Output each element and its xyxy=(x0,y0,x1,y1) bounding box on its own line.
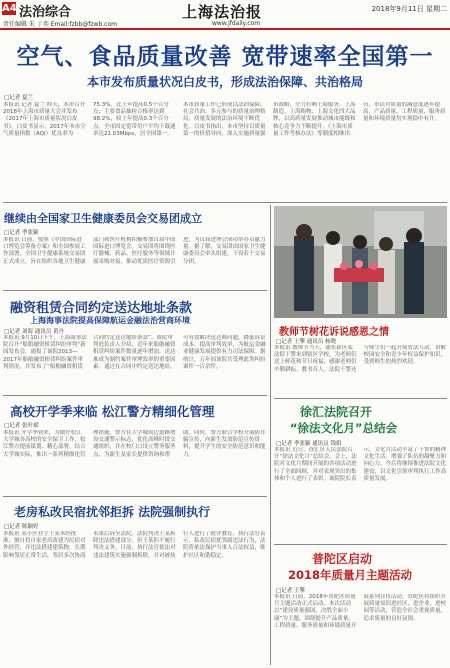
story-byline: □记者 季张颖 通讯员 钱娟 xyxy=(276,441,342,447)
story-subheadline: 上海海事法院提高保障航运金融法治营商环境 xyxy=(30,316,190,325)
story-byline: □记者 刘海 通讯员 黄丹 xyxy=(4,329,64,335)
divider xyxy=(3,395,267,396)
divider xyxy=(274,544,447,545)
lead-headline: 空气、食品质量改善 宽带速率全国第一 xyxy=(16,44,434,70)
photo-story-body: 本报讯 教师节当天，浦东新区某法院干警来到辖区学校，为老师们送上鲜花和节日祝福，感谢老师们辛勤耕耘、教书育人。法院干警还与师生们一起开展普法互动，讲解校园安全和青少年权益保护知识，受到师生的热烈欢迎。 xyxy=(274,345,447,373)
story-byline: □记者 季张颖 xyxy=(4,230,39,236)
lead-subheadline: 本市发布质量状况白皮书，形成法治保障、共治格局 xyxy=(86,75,363,89)
story-headline-line2: “徐法文化月”总结会 xyxy=(290,421,398,435)
story-byline: □记者 王擎 xyxy=(276,588,305,594)
story-headline: 普陀区启动 xyxy=(312,552,373,566)
issue-date: 2018年9月11日 星期二 xyxy=(371,5,447,13)
divider xyxy=(3,202,447,203)
lead-body: 本报讯 记者 夏兰 昨天，本市召开2018年上海市质量大会并发布《2017年上海市质量状况白皮书》。白皮书显示，2017年本市空气质量指数（AQI）优良率为75.3%，比上年提高0.5个百分点；主要食品抽检合格率达到98.2%，较上年提高0.3个百分点。全市固定宽带用户平均下载速率达21.03Mbps，居全国第一。本市质量工作已形成以法治保障、社会共治、多元参与的质量治理格局，质量发展的法治环境不断优化。白皮书指出，本市坚持以质量第一的价值导向，深入实施质量强市战略，全力打响上海服务、上海制造、上海购物、上海文化四大品牌，以高质量发展推动城市能级和核心竞争力不断提升。《上海市质量工作考核办法》等制度相继出台，市民对质量的满意度逐年提高，产品质量、工程质量、服务质量和环境质量均实现稳中有升。 xyxy=(3,102,446,137)
story-headline: 高校开学季来临 松江警方精细化管理 xyxy=(10,404,215,419)
page-number-badge: A4 xyxy=(2,3,17,14)
photo-teachers-day xyxy=(274,206,447,318)
masthead-url[interactable]: www.jfdaily.com xyxy=(212,20,261,27)
story-body: 本报讯 开学季到来，为做好松江大学城各高校的安全保卫工作，松江警方提前谋划、精心部署，结合大学城实际，推出一系列精细化管理措施。警方在大学城周边道路增设交通警示标志，优化高峰时段交通组织，并在校门口设立警务服务点，为新生及家长提供咨询和帮助。同时，警方联合学校开展防诈骗宣传，向新生发放防范宣传资料，提升学生的安全防范意识和能力。 xyxy=(3,430,266,458)
story-body: 本报讯 9月10日下午，上海海事法院召开“船舶融资租赁纠纷审判”新闻发布会，通报了该院2013—2017年船舶融资租赁纠纷案件审判情况，并发布了“船舶融资租赁合同约定送达地址条款”。该院审判庭负责人介绍，近年来船舶融资租赁纠纷案件数量逐年增加，送达难成为制约案件审理效率的重要因素。通过在合同中约定送达地址，可有效解决送达难问题，降低诉讼成本，提高审判效率，为航运金融业健康发展提供有力司法保障。据统计，五年间该院共受理此类纠纷案件一百余件。 xyxy=(3,335,266,370)
story-headline-line2: 2018年质量月主题活动 xyxy=(288,568,413,582)
divider xyxy=(274,398,447,399)
story-headline: 融资租赁合同约定送达地址条款 xyxy=(10,301,193,316)
lead-byline: □记者 夏兰 xyxy=(4,95,33,101)
photo-caption: 教师节树花诉说感恩之情 xyxy=(279,327,389,338)
photo-byline: □记者 王擎 通讯员 杨晓 xyxy=(276,339,336,345)
story-headline: 徐汇法院召开 xyxy=(300,405,373,419)
page-header xyxy=(0,0,450,30)
story-byline: □记者 陈颖婷 xyxy=(4,524,39,530)
newspaper-masthead: 上海法治报 xyxy=(182,3,263,21)
story-body: 本报讯 日前，按照《中国国际进口博览会筹备方案》和全国参展工作部署，全国卫生健康系统交易团正式成立，旨在组织各地卫生健康部门和医疗机构积极参加首届中国国际进口博览会。交易团将围绕医疗器械、药品、医疗服务等领域开展采购对接，推动优质医疗资源引进，为首届进博会成功举办贡献力量。据了解，交易团由国家卫生健康委员会牵头组建，下设若干交易分团。 xyxy=(3,237,266,265)
story-body: 本报讯 近日，徐汇区人民法院召开“徐法文化月”总结会。会上，法院对文化月期间开展的各项活动进行了全面回顾，并对表现突出的集体和个人进行了表彰。该院院长表示，文化月活动丰富了干警的精神文化生活，增强了队伍的凝聚力和向心力，今后将继续推进法院文化建设，以文化引领审判执行工作高质量发展。 xyxy=(274,447,447,482)
story-body: 本报讯 某小区业主王某未经批准，擅自将自家老房改建为民宿对外经营，并违法搭建建筑物，长期影响邻居正常生活，邻居多次协商未果后诉至法院。法院判决王某拆除违法搭建部分，但王某拒不履行判决义务。日前，执行法官依法对违法建筑实施强制拆除，并对被执行人进行了批评教育。执行法官表示，私改民宿扰邻属违法行为，法院将依法保护当事人合法权益，维护社区和谐稳定。 xyxy=(3,531,266,559)
divider xyxy=(3,290,267,291)
news-photo xyxy=(274,206,447,318)
story-headline: 继续由全国家卫生健康委员会交易团成立 xyxy=(4,212,202,225)
editor-line: 责任编辑 朱 丁奕 Email:fzbb@fzwb.com xyxy=(3,21,117,28)
story-headline: 老房私改民宿扰邻拒拆 法院强制执行 xyxy=(14,505,211,519)
section-title: 法治综合 xyxy=(19,5,72,20)
divider xyxy=(3,496,267,497)
story-byline: □记者 张叶斌 xyxy=(4,423,39,429)
story-body: 本报讯 日前，2018年普陀区质量月主题活动正式启动。本次活动以“建设质量强国，决胜全面小康”为主题，围绕提升产品质量、工程质量、服务质量和环境质量开展系列宣传活动。普陀区将组织开展质量知识进社区、进企业、进校园等活动，营造全社会重视质量、追求质量的良好氛围。 xyxy=(274,594,447,629)
column-divider xyxy=(270,205,271,665)
